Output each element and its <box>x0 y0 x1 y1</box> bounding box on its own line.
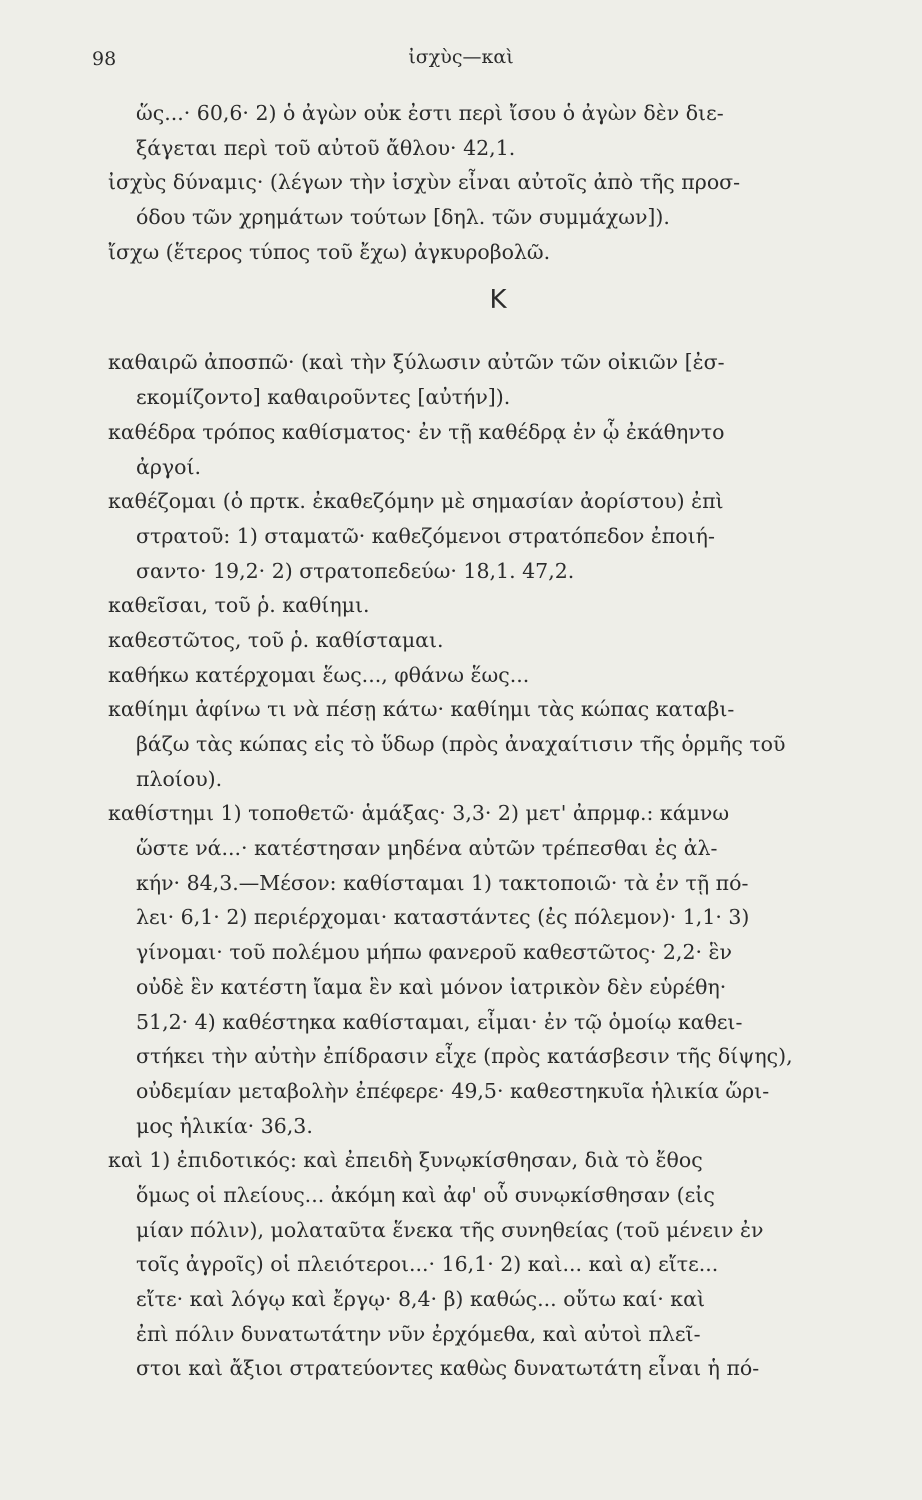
text-line: ὥστε νά...· κατέστησαν μηδένα αὐτῶν τρέπεσθαι ἐς ἀλ- <box>136 836 718 861</box>
text-line: καθεστῶτος, τοῦ ῥ. καθίσταμαι. <box>108 627 444 652</box>
dictionary-entries <box>108 96 868 1386</box>
text-line: καθίημι ἀφίνω τι νὰ πέσῃ κάτω· καθίημι τὰς κώπας καταβι- <box>108 697 735 722</box>
section-gap <box>108 331 868 345</box>
text-line: 51,2· 4) καθέστηκα καθίσταμαι, εἶμαι· ἐν τῷ ὁμοίῳ καθει- <box>136 1009 743 1034</box>
text-line: ἀργοί. <box>136 454 202 479</box>
text-line: καθέζομαι (ὁ πρτκ. ἐκαθεζόμην μὲ σημασίαν ἀορίστου) ἐπὶ <box>108 489 724 514</box>
text-line: σαντο· 19,2· 2) στρατοπεδεύω· 18,1. 47,2. <box>136 558 575 583</box>
text-line: οὐδὲ ἓν κατέστη ἴαμα ἓν καὶ μόνον ἰατρικὸν δὲν εὑρέθη· <box>136 974 727 999</box>
text-line: καθέδρα τρόπος καθίσματος· ἐν τῇ καθέδρᾳ ἐν ᾧ ἐκάθηντο <box>108 419 725 444</box>
text-line: όδου τῶν χρημάτων τούτων [δηλ. τῶν συμμάχων]). <box>136 205 670 230</box>
text-line: ἴσχω (ἕτερος τύπος τοῦ ἔχω) ἀγκυροβολῶ. <box>108 239 551 264</box>
text-line: τοῖς ἀγροῖς) οἱ πλειότεροι...· 16,1· 2) καὶ... καὶ α) εἴτε... <box>136 1252 719 1277</box>
text-line: οὐδεμίαν μεταβολὴν ἐπέφερε· 49,5· καθεστηκυῖα ἡλικία ὥρι- <box>136 1078 770 1103</box>
page-header <box>0 44 922 80</box>
text-line: πλοίου). <box>136 766 223 791</box>
text-line: μίαν πόλιν), μολαταῦτα ἕνεκα τῆς συνηθείας (τοῦ μένειν ἐν <box>136 1217 764 1242</box>
text-line: ἐπὶ πόλιν δυνατωτάτην νῦν ἐρχόμεθα, καὶ αὐτοὶ πλεῖ- <box>136 1321 701 1346</box>
text-line: ὅμως οἱ πλείους... ἀκόμη καὶ ἀφ' οὗ συνῳκίσθησαν (εἰς <box>136 1182 715 1207</box>
text-line: καθαιρῶ ἀποσπῶ· (καὶ τὴν ξύλωσιν αὐτῶν τῶν οἰκιῶν [ἐσ- <box>108 350 725 375</box>
text-line: καθήκω κατέρχομαι ἕως..., φθάνω ἕως... <box>108 662 530 687</box>
page-number: 98 <box>92 48 117 70</box>
text-line: λει· 6,1· 2) περιέρχομαι· καταστάντες (ἐς πόλεμον)· 1,1· 3) <box>136 905 750 930</box>
text-line: καθίστημι 1) τοποθετῶ· ἁμάξας· 3,3· 2) μετ' ἀπρμφ.: κάμνω <box>108 801 730 826</box>
text-line: στοι καὶ ἄξιοι στρατεύοντες καθὼς δυνατωτάτη εἶναι ἡ πό- <box>136 1356 760 1381</box>
text-line: εἴτε· καὶ λόγῳ καὶ ἔργῳ· 8,4· β) καθώς... οὕτω καί· καὶ <box>136 1287 706 1311</box>
entries-after-section <box>108 345 868 1386</box>
text-line: στρατοῦ: 1) σταματῶ· καθεζόμενοι στρατόπεδον ἐποιή- <box>136 523 715 548</box>
entries-before-section <box>108 96 868 269</box>
section-letter: Κ <box>489 285 507 316</box>
text-line: καὶ 1) ἐπιδοτικός: καὶ ἐπειδὴ ξυνῳκίσθησαν, διὰ τὸ ἔθος <box>108 1148 703 1173</box>
text-line: στήκει τὴν αὐτὴν ἐπίδρασιν εἶχε (πρὸς κατάσβεσιν τῆς δίψης), <box>136 1044 793 1069</box>
text-line: γίνομαι· τοῦ πολέμου μήπω φανεροῦ καθεστῶτος· 2,2· ἓν <box>136 940 732 965</box>
text-line: ξάγεται περὶ τοῦ αὐτοῦ ἄθλου· 42,1. <box>136 135 516 160</box>
text-line: ὥς...· 60,6· 2) ὁ ἀγὼν οὐκ ἐστι περὶ ἴσου ὁ ἀγὼν δὲν διε- <box>136 101 724 125</box>
text-line: ἰσχὺς δύναμις· (λέγων τὴν ἰσχὺν εἶναι αὐτοῖς ἀπὸ τῆς προσ- <box>108 170 741 195</box>
text-line: καθεῖσαι, τοῦ ῥ. καθίημι. <box>108 593 370 618</box>
text-line: βάζω τὰς κώπας εἰς τὸ ὕδωρ (πρὸς ἀναχαίτισιν τῆς ὁρμῆς τοῦ <box>136 732 786 756</box>
text-line: κήν· 84,3.—Μέσον: καθίσταμαι 1) τακτοποιῶ· τὰ ἐν τῇ πό- <box>136 870 749 895</box>
text-line: μος ἡλικία· 36,3. <box>136 1113 313 1138</box>
text-line: εκομίζοντο] καθαιροῦντες [αὐτήν]). <box>136 385 511 410</box>
running-head: ἰσχὺς—καὶ <box>408 46 514 68</box>
